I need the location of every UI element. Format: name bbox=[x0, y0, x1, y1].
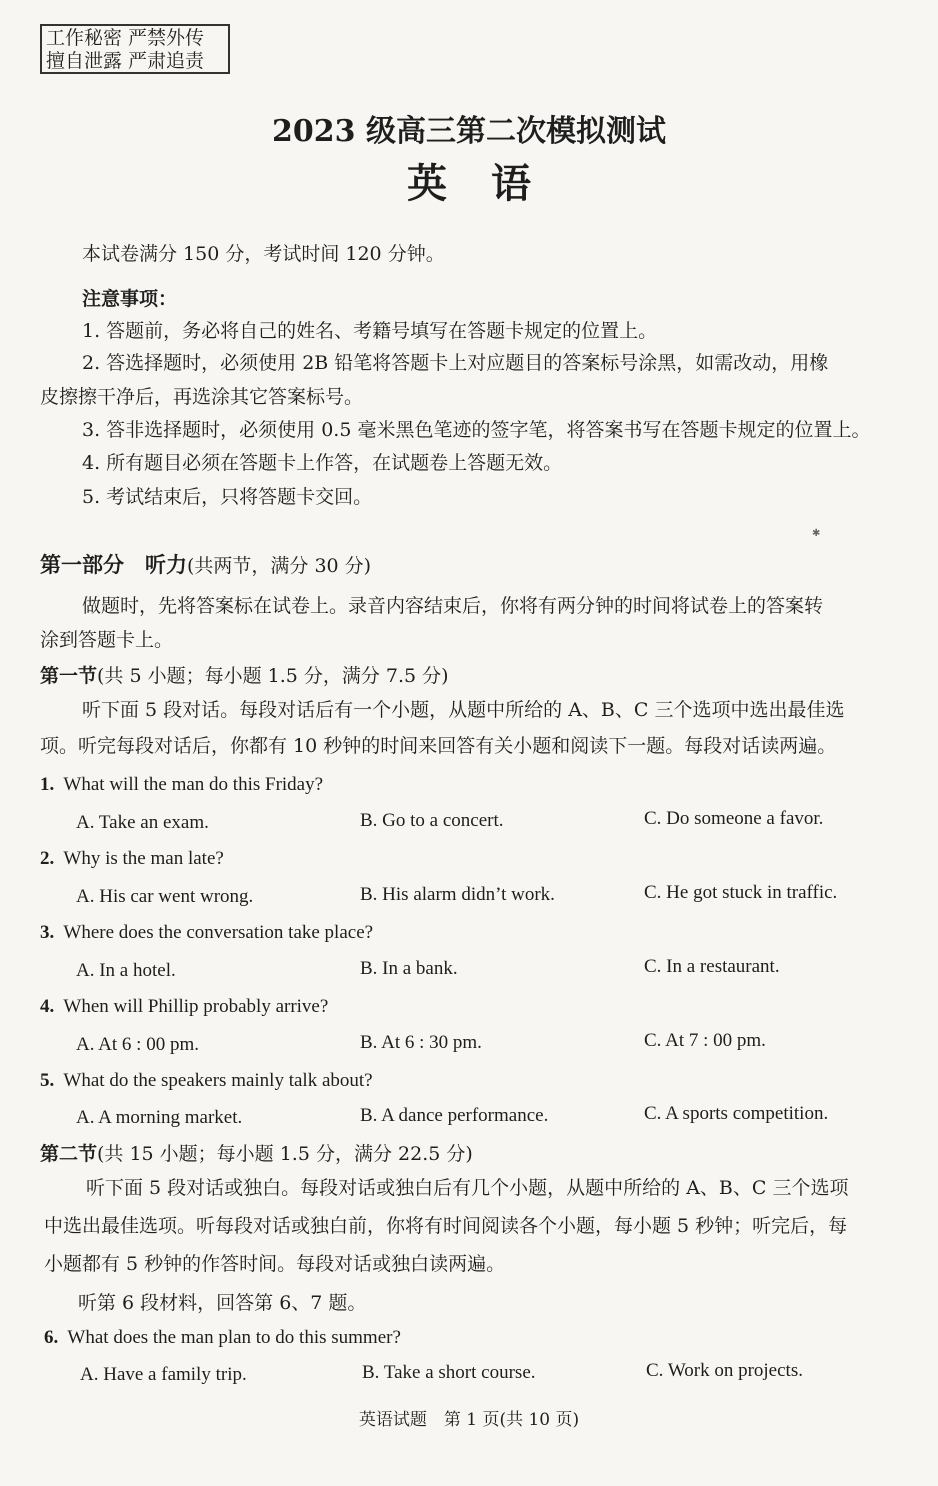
question-number: 3. bbox=[40, 922, 55, 943]
scan-speck: ✱ bbox=[812, 528, 821, 539]
question-number: 5. bbox=[40, 1070, 55, 1091]
note-item-2: 2. 答选择题时，必须使用 2B 铅笔将答题卡上对应题目的答案标号涂黑，如需改动，用橡 bbox=[82, 352, 829, 374]
question-3 bbox=[40, 922, 373, 944]
question-number: 4. bbox=[40, 996, 55, 1017]
material-instruction: 听第 6 段材料，回答第 6、7 题。 bbox=[78, 1292, 367, 1314]
page-footer: 英语试题 第 1 页(共 10 页) bbox=[358, 1410, 580, 1430]
note-item-5: 5. 考试结束后，只将答题卡交回。 bbox=[82, 486, 373, 508]
question-number: 6. bbox=[44, 1327, 59, 1348]
note-item-1: 1. 答题前，务必将自己的姓名、考籍号填写在答题卡规定的位置上。 bbox=[82, 320, 658, 342]
question-text: Where does the conversation take place? bbox=[63, 922, 374, 943]
note-item-3: 3. 答非选择题时，必须使用 0.5 毫米黑色笔迹的签字笔，将答案书写在答题卡规定的位置上。 bbox=[82, 419, 871, 441]
option-c: C. Do someone a favor. bbox=[644, 808, 824, 829]
note-item-4: 4. 所有题目必须在答题卡上作答，在试题卷上答题无效。 bbox=[82, 452, 563, 474]
question-6 bbox=[44, 1327, 401, 1349]
question-text: What do the speakers mainly talk about? bbox=[63, 1070, 373, 1091]
exam-title: 2023 级高三第二次模拟测试 bbox=[272, 114, 666, 149]
question-text: Why is the man late? bbox=[63, 848, 224, 869]
section2-heading bbox=[40, 1141, 473, 1167]
part1-instruction: 做题时，先将答案标在试卷上。录音内容结束后，你将有两分钟的时间将试卷上的答案转 bbox=[82, 595, 824, 617]
option-a: A. Take an exam. bbox=[76, 812, 209, 833]
option-c: C. At 7 : 00 pm. bbox=[644, 1030, 766, 1051]
confidential-line-2: 擅自泄露 严肃追责 bbox=[46, 50, 205, 72]
question-2 bbox=[40, 848, 224, 870]
section1-heading-title: 第一节 bbox=[40, 665, 98, 687]
section2-instruction-cont-1: 中选出最佳选项。听每段对话或独白前，你将有时间阅读各个小题，每小题 5 秒钟；听完后，每 bbox=[44, 1215, 848, 1237]
option-b: B. In a bank. bbox=[360, 958, 458, 979]
part1-heading-title: 第一部分 听力 bbox=[40, 552, 187, 577]
subject-title: 英语 bbox=[407, 160, 575, 207]
option-b: B. At 6 : 30 pm. bbox=[360, 1032, 482, 1053]
section2-heading-score: (共 15 小题；每小题 1.5 分，满分 22.5 分) bbox=[97, 1143, 473, 1165]
section2-instruction-cont-2: 小题都有 5 秒钟的作答时间。每段对话或独白读两遍。 bbox=[44, 1253, 506, 1275]
section1-instruction-cont: 项。听完每段对话后，你都有 10 秒钟的时间来回答有关小题和阅读下一题。每段对话读两遍。 bbox=[40, 735, 837, 757]
part1-heading-score: (共两节，满分 30 分) bbox=[187, 555, 372, 577]
option-a: A. His car went wrong. bbox=[76, 886, 254, 907]
part1-instruction-cont: 涂到答题卡上。 bbox=[40, 629, 174, 651]
exam-intro: 本试卷满分 150 分，考试时间 120 分钟。 bbox=[82, 243, 445, 265]
note-item-2-cont: 皮擦擦干净后，再选涂其它答案标号。 bbox=[40, 386, 364, 408]
option-b: B. Take a short course. bbox=[362, 1362, 536, 1383]
section2-heading-title: 第二节 bbox=[40, 1143, 98, 1165]
option-b: B. His alarm didn’t work. bbox=[360, 884, 555, 905]
notes-heading: 注意事项： bbox=[82, 288, 178, 310]
option-b: B. Go to a concert. bbox=[360, 810, 504, 831]
question-text: What will the man do this Friday? bbox=[63, 774, 324, 795]
option-c: C. Work on projects. bbox=[646, 1360, 803, 1381]
confidential-line-1: 工作秘密 严禁外传 bbox=[46, 27, 205, 49]
option-a: A. In a hotel. bbox=[76, 960, 176, 981]
question-5 bbox=[40, 1070, 373, 1092]
option-b: B. A dance performance. bbox=[360, 1105, 549, 1126]
option-a: A. A morning market. bbox=[76, 1107, 243, 1128]
option-c: C. A sports competition. bbox=[644, 1103, 829, 1124]
question-1 bbox=[40, 774, 323, 796]
section1-instruction: 听下面 5 段对话。每段对话后有一个小题，从题中所给的 A、B、C 三个选项中选出最佳选 bbox=[82, 699, 845, 721]
section2-instruction: 听下面 5 段对话或独白。每段对话或独白后有几个小题，从题中所给的 A、B、C 三个选项 bbox=[86, 1177, 849, 1199]
section1-heading-score: (共 5 小题；每小题 1.5 分，满分 7.5 分) bbox=[97, 665, 449, 687]
question-number: 2. bbox=[40, 848, 55, 869]
option-a: A. Have a family trip. bbox=[80, 1364, 247, 1385]
part1-heading bbox=[40, 552, 371, 579]
option-c: C. He got stuck in traffic. bbox=[644, 882, 838, 903]
option-a: A. At 6 : 00 pm. bbox=[76, 1034, 199, 1055]
question-text: When will Phillip probably arrive? bbox=[63, 996, 329, 1017]
confidential-stamp bbox=[40, 24, 230, 74]
question-text: What does the man plan to do this summer? bbox=[67, 1327, 401, 1348]
option-c: C. In a restaurant. bbox=[644, 956, 780, 977]
question-4 bbox=[40, 996, 328, 1018]
section1-heading bbox=[40, 663, 449, 689]
question-number: 1. bbox=[40, 774, 55, 795]
